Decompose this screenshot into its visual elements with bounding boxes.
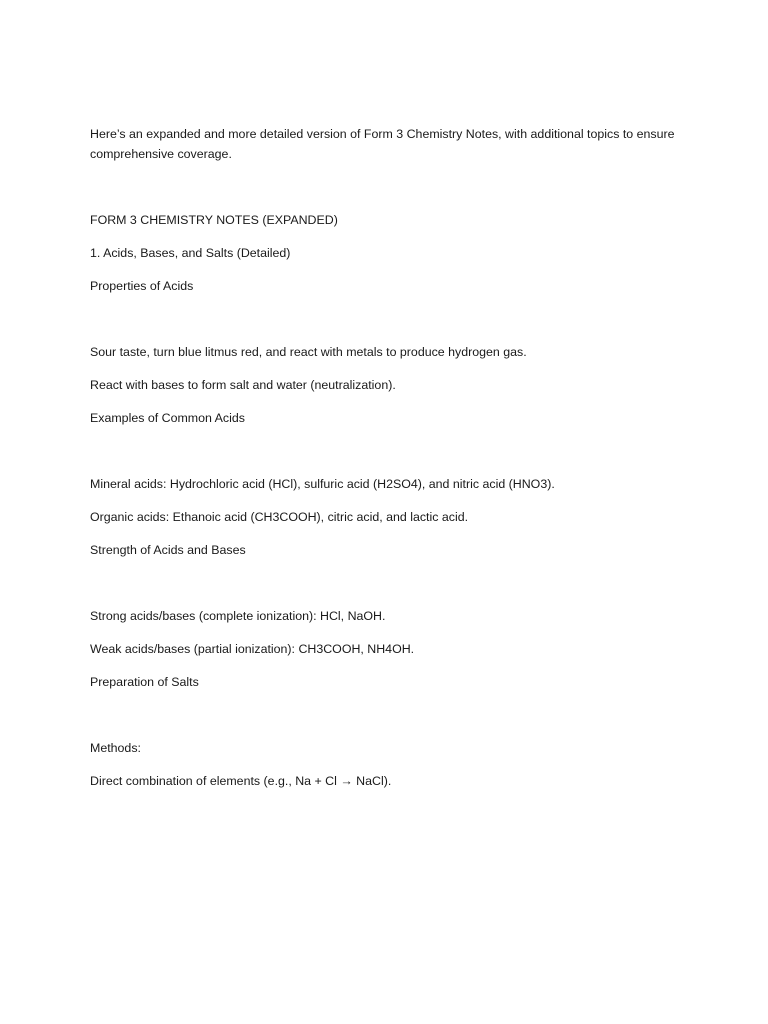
document-title: FORM 3 CHEMISTRY NOTES (EXPANDED) bbox=[90, 213, 338, 227]
strength-line-2: Weak acids/bases (partial ionization): CH3COOH, NH4OH. bbox=[90, 642, 415, 656]
subheading-properties-of-acids: Properties of Acids bbox=[90, 279, 194, 293]
methods-line-1: Direct combination of elements (e.g., Na + Cl → NaCl). bbox=[90, 774, 392, 788]
strength-line-1: Strong acids/bases (complete ionization): HCl, NaOH. bbox=[90, 609, 386, 623]
properties-line-2: React with bases to form salt and water (neutralization). bbox=[90, 378, 396, 392]
section-heading-acids-bases-salts: 1. Acids, Bases, and Salts (Detailed) bbox=[90, 246, 291, 260]
examples-line-2: Organic acids: Ethanoic acid (CH3COOH), citric acid, and lactic acid. bbox=[90, 510, 469, 524]
subheading-preparation-of-salts: Preparation of Salts bbox=[90, 675, 199, 689]
properties-line-1: Sour taste, turn blue litmus red, and react with metals to produce hydrogen gas. bbox=[90, 345, 527, 359]
methods-label: Methods: bbox=[90, 741, 141, 755]
subheading-strength-of-acids: Strength of Acids and Bases bbox=[90, 543, 246, 557]
examples-line-1: Mineral acids: Hydrochloric acid (HCl), sulfuric acid (H2SO4), and nitric acid (HNO3). bbox=[90, 477, 555, 491]
subheading-examples-of-acids: Examples of Common Acids bbox=[90, 411, 245, 425]
intro-paragraph: Here’s an expanded and more detailed version of Form 3 Chemistry Notes, with additional topics to ensure comprehensive coverage. bbox=[90, 127, 675, 161]
document-body bbox=[90, 124, 680, 791]
